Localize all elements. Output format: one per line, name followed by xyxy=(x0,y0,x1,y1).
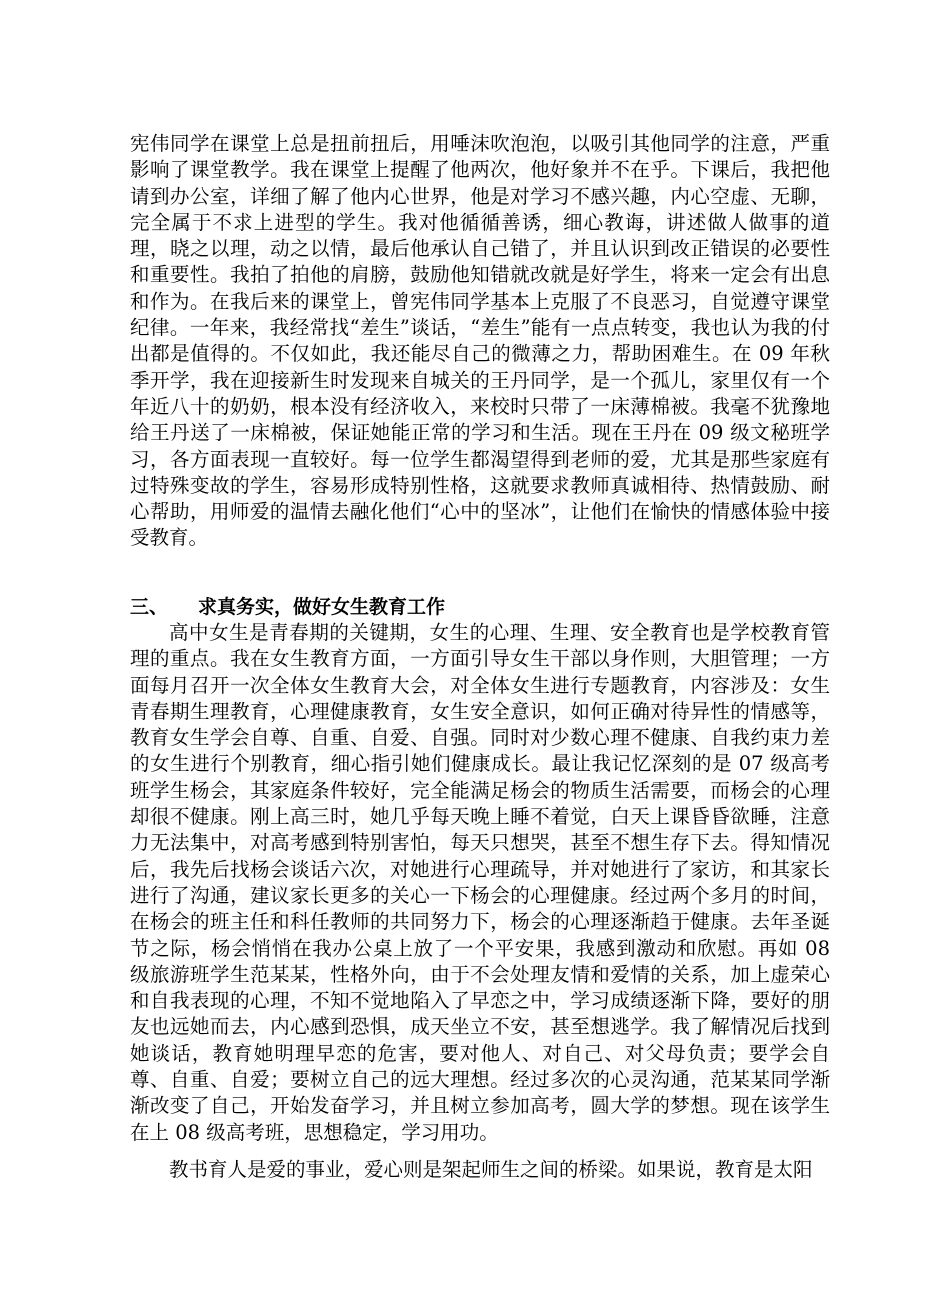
section-number: 三、 xyxy=(130,596,169,618)
body-paragraph-closing: 教书育人是爱的事业，爱心则是架起师生之间的桥梁。如果说，教育是太阳 xyxy=(169,1158,813,1181)
body-paragraph-girls-education: 高中女生是青春期的关键期，女生的心理、生理、安全教育也是学校教育管理的重点。我在女生教育方面，一方面引导女生干部以身作则，大胆管理；一方面每月召开一次全体女生教育大会，对全体女生进行专题教育，内容涉及：女生青春期生理教育，心理健康教育，女生安全意识，如何正确对待异性的情感等，教育女生学会自尊、自重、自爱、自强。同时对少数心理不健康、自我约束力差的女生进行个别教育，细心指引她们健康成长。最让我记忆深刻的是 07 级高考班学生杨会，其家庭条件较好，完全能满足杨会的物质生活需要，而杨会的心理却很不健康。刚上高三时，她几乎每天晚上睡不着觉，白天上课昏昏欲睡，注意力无法集中，对高考感到特别害怕，每天只想哭，甚至不想生存下去。得知情况后，我先后找杨会谈话六次，对她进行心理疏导，并对她进行了家访，和其家长进行了沟通，建议家长更多的关心一下杨会的心理健康。经过两个多月的时间，在杨会的班主任和科任教师的共同努力下，杨会的心理逐渐趋于健康。去年圣诞节之际，杨会悄悄在我办公桌上放了一个平安果，我感到激动和欣慰。再如 08 级旅游班学生范某某，性格外向，由于不会处理友情和爱情的关系，加上虚荣心和自我表现的心理，不知不觉地陷入了早恋之中，学习成绩逐渐下降，要好的朋友也远她而去，内心感到恐惧，成天坐立不安，甚至想逃学。我了解情况后找到她谈话，教育她明理早恋的危害，要对他人、对自己、对父母负责；要学会自尊、自重、自爱；要树立自己的远大理想。经过多次的心灵沟通，范某某同学渐渐改变了自己，开始发奋学习，并且树立参加高考，圆大学的梦想。现在该学生在上 08 级高考班，思想稳定，学习用功。 xyxy=(130,621,830,1144)
section-heading xyxy=(130,594,830,620)
section-title: 求真务实，做好女生教育工作 xyxy=(198,596,446,618)
body-paragraph-student-guidance: 宪伟同学在课堂上总是扭前扭后，用唾沫吹泡泡，以吸引其他同学的注意，严重影响了课堂教学。我在课堂上提醒了他两次，他好象并不在乎。下课后，我把他请到办公室，详细了解了他内心世界，他是对学习不感兴趣，内心空虚、无聊，完全属于不求上进型的学生。我对他循循善诱，细心教诲，讲述做人做事的道理，晓之以理，动之以情，最后他承认自己错了，并且认识到改正错误的必要性和重要性。我拍了拍他的肩膀，鼓励他知错就改就是好学生，将来一定会有出息和作为。在我后来的课堂上，曾宪伟同学基本上克服了不良恶习，自觉遵守课堂纪律。一年来，我经常找“差生”谈话，“差生”能有一点点转变，我也认为我的付出都是值得的。不仅如此，我还能尽自己的微薄之力，帮助困难生。在 09 年秋季开学，我在迎接新生时发现来自城关的王丹同学，是一个孤儿，家里仅有一个年近八十的奶奶，根本没有经济收入，来校时只带了一床薄棉被。我毫不犹豫地给王丹送了一床棉被，保证她能正常的学习和生活。现在王丹在 09 级文秘班学习，各方面表现一直较好。每一位学生都渴望得到老师的爱，尤其是那些家庭有过特殊变故的学生，容易形成特别性格，这就要求教师真诚相待、热情鼓励、耐心帮助，用师爱的温情去融化他们“心中的坚冰”，让他们在愉快的情感体验中接受教育。 xyxy=(130,132,830,550)
